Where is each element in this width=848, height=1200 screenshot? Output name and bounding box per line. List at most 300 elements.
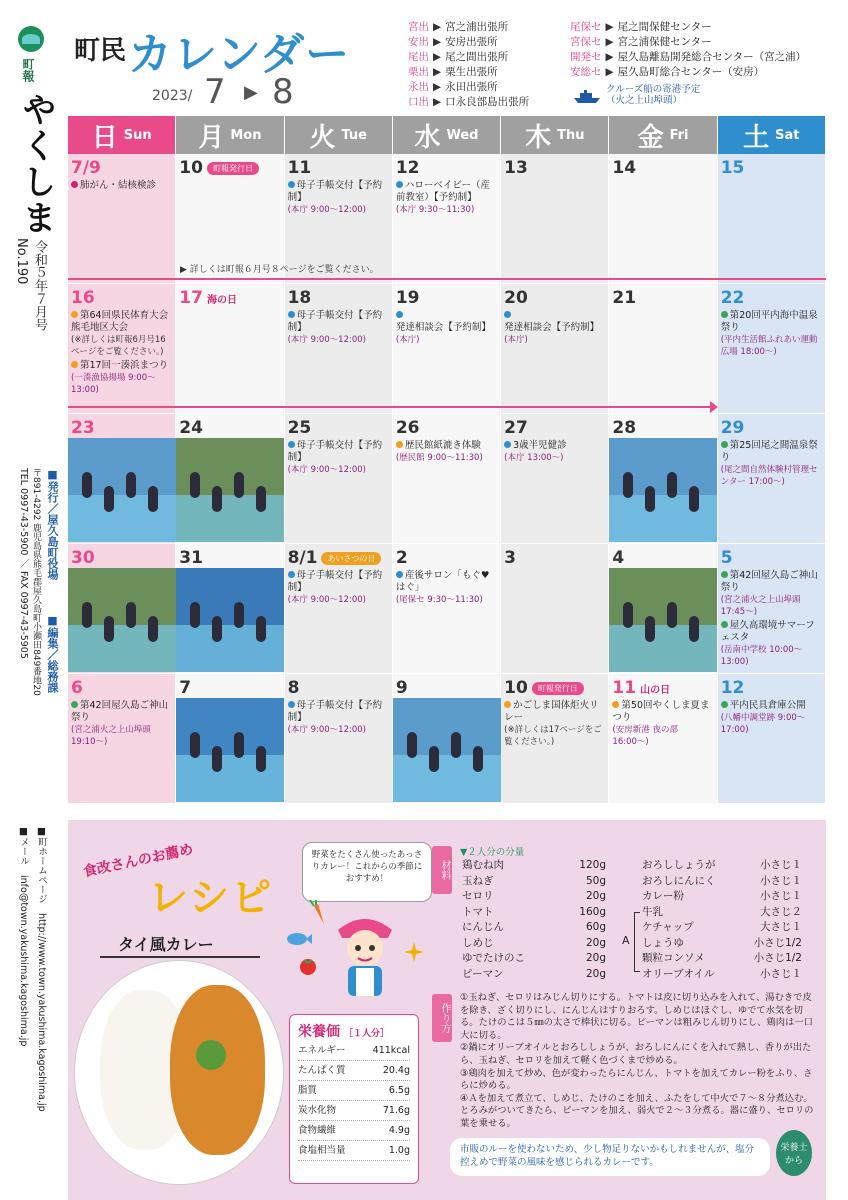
ingredients-head: ▼２人分の分量: [460, 847, 525, 858]
photo-figure: [234, 732, 244, 758]
office-item: [408, 65, 529, 80]
calendar-event: [71, 700, 172, 748]
calendar-event: [396, 310, 497, 346]
day-number: 11: [287, 158, 312, 178]
photo-figure: [256, 746, 266, 772]
weekday-kanji: 土: [743, 122, 770, 153]
event-dot-icon: [721, 311, 728, 318]
herb-garnish-image: [196, 1040, 226, 1070]
method-step: ④Ａを加えて煮立て、しめじ、たけのこを加え、ふたをして中火で７〜８分煮込む。とろみがついてきたら、ピーマンを加え、弱火で２〜３分煮る。器に盛り、セロリの葉を乗せる。: [460, 1092, 814, 1129]
nutrition-row: [298, 1101, 410, 1121]
calendar-event: [721, 440, 822, 488]
method-steps: [460, 992, 815, 1131]
nutrient-value: 1.0g: [388, 1145, 410, 1156]
event-note: (※詳しくは17ページをご覧ください。): [504, 725, 602, 747]
calendar-day: [68, 674, 176, 804]
day-number: 20: [504, 288, 528, 308]
cruise-legend: [606, 84, 700, 106]
event-dot-icon: [288, 441, 295, 448]
publisher: ■発行／屋久島町役場: [46, 468, 59, 580]
ingredient-qty: 120g: [579, 859, 606, 871]
calendar-day: [501, 284, 609, 414]
ingredient-qty: 160g: [579, 905, 606, 918]
day-tag-badge: あいさつの日: [321, 552, 381, 565]
event-span-arrow: [68, 406, 716, 408]
triangle-icon: ▶: [605, 51, 614, 63]
recipe-title: レシピ: [148, 875, 273, 921]
calendar-week: [68, 674, 826, 804]
dish-underline: [100, 956, 260, 958]
calendar-day: [501, 544, 609, 674]
weekday-kanji: 日: [91, 122, 118, 153]
ingredients-right-list: [642, 858, 802, 982]
calendar-day: [609, 414, 717, 544]
ingredient-qty: 小さじ1/2: [753, 952, 802, 964]
calendar-event: [288, 440, 389, 476]
ingredient-name: しょうゆ: [642, 936, 684, 949]
photo-figure: [82, 472, 92, 498]
day-number: 21: [612, 288, 637, 308]
event-location: (一湊漁協揚場 9:00〜13:00): [71, 373, 156, 395]
calendar-day: [501, 674, 609, 804]
office-name: 栗生出張所: [445, 66, 498, 78]
day-number: 4: [612, 548, 625, 568]
event-title: 第42回屋久島ご神山祭り: [720, 570, 818, 593]
ingredient-row: [462, 905, 606, 921]
group-a-label: A: [622, 934, 630, 947]
recipe-subtitle: 食改さんのお薦め: [81, 841, 195, 881]
event-title: 母子手帳交付【予約制】: [287, 570, 383, 593]
calendar-day: [718, 544, 826, 674]
event-title: 第42回屋久島ご神山祭り: [71, 700, 169, 723]
photo-figure: [212, 486, 222, 512]
event-location: (尾保セ 9:30〜11:30): [395, 595, 483, 605]
event-location: (平内生活館ふれあい運動広場 18:00〜): [720, 335, 818, 357]
photo-figure: [623, 472, 633, 498]
issue-number: No.190: [14, 238, 29, 285]
ingredient-name: 鶏むね肉: [462, 859, 504, 871]
triangle-icon: ▶: [433, 36, 442, 48]
photo-figure: [256, 486, 266, 512]
ingredient-qty: 20g: [585, 890, 606, 902]
calendar-event: [396, 440, 497, 464]
calendar-day: [285, 674, 393, 804]
weekday-kanji: 木: [525, 122, 552, 153]
ingredient-qty: 小さじ１: [760, 874, 802, 887]
masthead-label: 町民: [74, 36, 127, 66]
event-photo: [176, 438, 284, 542]
event-location: (本庁 9:00〜12:00): [287, 595, 366, 605]
day-number: 9: [395, 678, 408, 698]
dish-name: タイ風カレー: [118, 935, 214, 954]
ingredient-name: トマト: [462, 905, 494, 918]
photo-figure: [645, 616, 655, 642]
day-number: 8/1: [287, 548, 318, 568]
year: 2023/: [152, 88, 193, 104]
day-number: 31: [179, 548, 203, 568]
ingredient-name: ピーマン: [462, 967, 504, 980]
day-number: 14: [612, 158, 637, 178]
ingredient-row: [642, 951, 802, 967]
event-location: (八幡中調堂跡 9:00〜17:00): [720, 713, 806, 735]
office-item: [570, 20, 806, 35]
day-tag-badge: 町報発行日: [207, 162, 259, 175]
event-title: 母子手帳交付【予約制】: [287, 310, 383, 333]
ingredient-row: [642, 920, 802, 936]
address: 〒891-4292 鹿児島県熊毛郡屋久島町小瀬田849番地20: [31, 468, 41, 696]
nutrient-name: 食塩相当量: [298, 1145, 346, 1156]
calendar-event: [721, 570, 822, 618]
ingredient-name: ケチャップ: [642, 921, 694, 933]
day-number: 7: [179, 678, 192, 698]
office-abbr: 安出: [408, 36, 429, 48]
photo-figure: [212, 746, 222, 772]
editor: ■編集／総務課: [46, 614, 59, 693]
calendar-day: [68, 544, 176, 674]
ingredient-row: [642, 936, 802, 952]
town-logo: [18, 26, 44, 52]
ingredient-name: セロリ: [462, 890, 494, 902]
day-number: 27: [504, 418, 528, 438]
calendar-day: [176, 674, 284, 804]
event-location: (本庁 9:00〜12:00): [287, 335, 366, 345]
paper-name: やくしま: [16, 92, 56, 236]
office-name: 屋久島町総合センター（安房）: [617, 66, 765, 78]
day-number: 25: [287, 418, 312, 438]
event-title: 第50回やくしま夏まつり: [612, 700, 710, 723]
calendar-event: [288, 310, 389, 346]
nutrition-row: [298, 1061, 410, 1081]
calendar-grid: [68, 154, 826, 804]
day-number: 26: [395, 418, 420, 438]
calendar-day: [609, 544, 717, 674]
weekday-en: Fri: [669, 127, 689, 143]
event-location: (本庁 9:00〜12:00): [287, 725, 366, 735]
event-photo: [393, 698, 501, 802]
office-item: [408, 95, 529, 110]
ingredient-row: [642, 967, 802, 983]
nutrient-value: 411kcal: [372, 1045, 410, 1056]
ingredient-name: 顆粒コンソメ: [642, 952, 705, 964]
photo-figure: [148, 486, 158, 512]
day-number: 2: [395, 548, 408, 568]
email-link[interactable]: ■メール info@town.yakushima.kagoshima.jp: [18, 826, 29, 1047]
event-photo: [176, 568, 284, 672]
office-abbr: 永出: [408, 81, 429, 93]
calendar-day: [609, 284, 717, 414]
event-title: ハローベイビー（産前教室）【予約制】: [395, 180, 490, 203]
photo-figure: [234, 602, 244, 628]
nutrition-row: [298, 1041, 410, 1061]
photo-figure: [82, 602, 92, 628]
event-title: 肺がん・結核検診: [80, 180, 157, 191]
office-name: 安房出張所: [445, 36, 498, 48]
calendar-day: [718, 674, 826, 804]
calendar-day: [609, 674, 717, 804]
day-number: 24: [179, 418, 203, 438]
photo-figure: [623, 602, 633, 628]
event-dot-icon: [721, 571, 728, 578]
photo-figure: [190, 472, 200, 498]
event-dot-icon: [288, 701, 295, 708]
ingredient-row: [462, 967, 606, 983]
office-name: 屋久島離島開発総合センター（宮之浦）: [617, 51, 807, 63]
ingredient-row: [642, 858, 802, 874]
nutrition-list: [298, 1041, 410, 1161]
event-dot-icon: [288, 571, 295, 578]
photo-scene: [68, 495, 176, 542]
event-dot-icon: [71, 311, 78, 318]
weekday-kanji: 火: [309, 122, 336, 153]
calendar-day: [501, 414, 609, 544]
weekday-tue: [285, 116, 393, 154]
arrow-head-icon: [710, 401, 718, 413]
event-location: (本庁): [504, 335, 528, 345]
photo-figure: [645, 486, 655, 512]
calendar-event: [288, 700, 389, 736]
day-number: 8: [287, 678, 300, 698]
calendar-day: [393, 414, 501, 544]
day-number: 10: [179, 158, 203, 178]
office-name: 宮之浦出張所: [445, 21, 509, 33]
weekday-fri: [609, 116, 717, 154]
calendar-day: [501, 154, 609, 284]
event-title: 歴民館紙漉き体験: [404, 440, 481, 451]
calendar-event: [504, 440, 605, 464]
event-title: 母子手帳交付【予約制】: [287, 700, 383, 723]
calendar-day: [393, 674, 501, 804]
office-legend-1: [408, 20, 529, 110]
office-name: 口永良部島出張所: [445, 96, 530, 108]
calendar-event: [721, 700, 822, 736]
office-item: [570, 50, 806, 65]
photo-figure: [473, 746, 483, 772]
nutrient-value: 20.4g: [382, 1065, 410, 1076]
ingredient-name: おろしにんにく: [642, 874, 716, 887]
calendar-week: [68, 414, 826, 544]
tomato-icon: [298, 956, 318, 976]
event-title: 産後サロン「もぐ♥はぐ」: [395, 570, 490, 593]
weekday-sat: [718, 116, 826, 154]
photo-figure: [104, 486, 114, 512]
weekday-wed: [393, 116, 501, 154]
weekday-sun: [68, 116, 176, 154]
day-number: 3: [504, 548, 516, 568]
photo-figure: [212, 616, 222, 642]
event-dot-icon: [721, 701, 728, 708]
calendar-event: [71, 310, 172, 358]
ingredient-name: にんじん: [462, 921, 504, 933]
weekday-en: Sun: [123, 127, 152, 143]
event-photo: [609, 438, 717, 542]
photo-scene: [393, 755, 501, 802]
month-to: 8: [272, 72, 294, 112]
ingredient-qty: 50g: [585, 874, 606, 887]
day-number: 23: [71, 418, 95, 438]
triangle-icon: ▶: [433, 96, 442, 108]
calendar-week: [68, 544, 826, 674]
calendar-event: [504, 310, 605, 346]
office-item: [570, 65, 806, 80]
office-abbr: 宮保セ: [570, 36, 602, 48]
day-number: 28: [612, 418, 637, 438]
paper-kind: 町報: [21, 58, 35, 82]
ingredients-label: 材料: [432, 846, 452, 894]
ingredient-name: しめじ: [462, 936, 494, 949]
calendar-day: [176, 544, 284, 674]
office-abbr: 尾保セ: [570, 21, 602, 33]
photo-figure: [126, 602, 136, 628]
weekday-header: [68, 116, 826, 154]
event-photo: [68, 568, 176, 672]
masthead-title: カレンダー: [128, 29, 351, 80]
issue-date: 令和５年７月号: [32, 240, 47, 331]
photo-figure: [234, 472, 244, 498]
calendar-event: [504, 700, 605, 748]
ingredient-qty: 20g: [585, 936, 606, 949]
event-title: 平内民具倉庫公開: [729, 700, 806, 711]
ingredients-left-list: [462, 858, 606, 982]
event-location: (本庁): [395, 335, 420, 345]
day-number: 7/9: [71, 158, 101, 178]
curry-image: [170, 985, 265, 1155]
triangle-icon: ▶: [433, 81, 442, 93]
nutrient-value: 6.5g: [388, 1085, 410, 1096]
day-number: 22: [720, 288, 745, 308]
day-number: 12: [720, 678, 745, 698]
event-location: (宮之浦火之上山埠頭 19:10〜): [71, 725, 151, 747]
ingredient-name: 牛乳: [642, 905, 663, 918]
day-number: 16: [71, 288, 95, 308]
event-dot-icon: [396, 311, 403, 318]
ingredient-row: [642, 905, 802, 921]
photo-figure: [148, 616, 158, 642]
event-location: (歴民館 9:00〜11:30): [395, 453, 483, 463]
day-number: 12: [395, 158, 420, 178]
method-step: ③鶏肉を加えて炒め、色が変わったらにんじん、トマトを加えてカレー粉をふり、さらに炒める。: [460, 1067, 813, 1092]
event-location: (本庁 9:00〜12:00): [287, 465, 366, 475]
day-tag-badge: 町報発行日: [532, 682, 584, 695]
calendar-day: [285, 544, 393, 674]
calendar-event: [288, 570, 389, 606]
nutrient-name: エネルギー: [298, 1045, 346, 1056]
month-arrow-icon: ▶: [244, 82, 258, 103]
photo-scene: [176, 495, 284, 542]
calendar-day: [609, 154, 717, 284]
event-title: 母子手帳交付【予約制】: [287, 440, 383, 463]
photo-figure: [126, 472, 136, 498]
triangle-icon: ▶: [433, 66, 442, 78]
event-location: (本庁 13:00〜): [504, 453, 564, 463]
calendar-day: [393, 154, 501, 284]
weekday-kanji: 水: [414, 122, 441, 153]
photo-figure: [256, 616, 266, 642]
dietitian-memo: 市販のルーを使わないため、少し物足りないかもしれませんが、塩分控えめで野菜の風味を感じられるカレーです。: [450, 1138, 770, 1176]
nutrition-row: [298, 1141, 410, 1161]
triangle-icon: ▶: [605, 21, 614, 33]
event-dot-icon: [721, 441, 728, 448]
event-dot-icon: [396, 181, 403, 188]
event-location: (尾之間自然体験村管理センター 17:00〜): [720, 465, 818, 487]
office-item: [408, 20, 529, 35]
day-number: 13: [504, 158, 528, 178]
triangle-icon: ▶: [605, 36, 614, 48]
photo-figure: [429, 746, 439, 772]
event-location: (岳南中学校 10:00〜13:00): [720, 645, 803, 667]
event-location: (宮之浦火之上山埠頭 17:45〜): [720, 595, 801, 617]
event-photo: [68, 438, 176, 542]
ingredient-row: [462, 889, 606, 905]
event-location: (本庁 9:30〜11:30): [395, 205, 475, 215]
ingredient-qty: 60g: [585, 921, 606, 933]
office-abbr: 宮出: [408, 21, 429, 33]
event-title: かごしま国体炬火リレー: [504, 700, 599, 723]
cruise-legend-line1: クルーズ船の寄港予定: [606, 84, 701, 95]
day-number: 11: [612, 678, 637, 698]
nutrient-name: 脂質: [298, 1085, 318, 1096]
event-title: 母子手帳交付【予約制】: [287, 180, 383, 203]
nutrient-name: 炭水化物: [298, 1105, 337, 1116]
weekday-thu: [501, 116, 609, 154]
ingredient-qty: 小さじ１: [760, 890, 802, 902]
office-item: [408, 50, 529, 65]
event-dot-icon: [396, 571, 403, 578]
calendar-day: [285, 284, 393, 414]
chef-character-icon: [330, 908, 400, 998]
ingredient-row: [642, 874, 802, 890]
event-span-arrow: [68, 278, 826, 280]
ingredient-qty: 小さじ1/2: [753, 936, 802, 949]
event-title: 第17回一湊浜まつり: [80, 360, 169, 371]
calendar-event: [71, 180, 172, 192]
week-note: ▶ 詳しくは町報６月号８ページをご覧ください。: [180, 265, 379, 275]
group-a-bracket: [634, 912, 640, 972]
nutrition-row: [298, 1081, 410, 1101]
calendar-day: [718, 284, 826, 414]
chef-speech-bubble: 野菜をたくさん使ったあっさりカレー！これからの季節におすすめ！: [302, 842, 432, 902]
event-dot-icon: [504, 701, 511, 708]
office-name: 尾之間出張所: [445, 51, 509, 63]
office-item: [408, 80, 529, 95]
holiday-label: 山の日: [640, 685, 671, 696]
method-label: 作り方: [432, 994, 452, 1042]
ingredient-qty: 20g: [585, 952, 606, 964]
photo-figure: [667, 602, 677, 628]
triangle-icon: ▶: [433, 51, 442, 63]
photo-figure: [689, 616, 699, 642]
method-step: ②鍋にオリーブオイルとおろししょうが、おろしにんにくを入れて熱し、香りが出たら、玉ねぎ、セロリを加えて軽く色づくまで炒める。: [460, 1042, 812, 1066]
calendar-day: [393, 284, 501, 414]
weekday-kanji: 金: [637, 122, 664, 153]
photo-figure: [104, 616, 114, 642]
homepage-link[interactable]: ■町ホームページ http://www.town.yakushima.kagoshima.jp: [36, 826, 47, 1112]
photo-figure: [451, 732, 461, 758]
cruise-legend-line2: （火之上山埠頭）: [606, 95, 683, 106]
weekday-en: Tue: [341, 127, 367, 143]
ingredient-row: [462, 920, 606, 936]
photo-figure: [190, 602, 200, 628]
weekday-en: Sat: [775, 127, 800, 143]
nutrition-box: [289, 1014, 419, 1184]
ingredient-row: [642, 889, 802, 905]
calendar-day: [718, 414, 826, 544]
event-title: 発達相談会【予約制】: [504, 322, 600, 333]
office-abbr: 尾出: [408, 51, 429, 63]
day-number: 5: [720, 548, 733, 568]
calendar-event: [612, 700, 713, 748]
ingredient-name: おろししょうが: [642, 859, 716, 871]
tel-fax: TEL 0997-43-5900 ／ FAX 0997-43-5905: [18, 468, 29, 659]
